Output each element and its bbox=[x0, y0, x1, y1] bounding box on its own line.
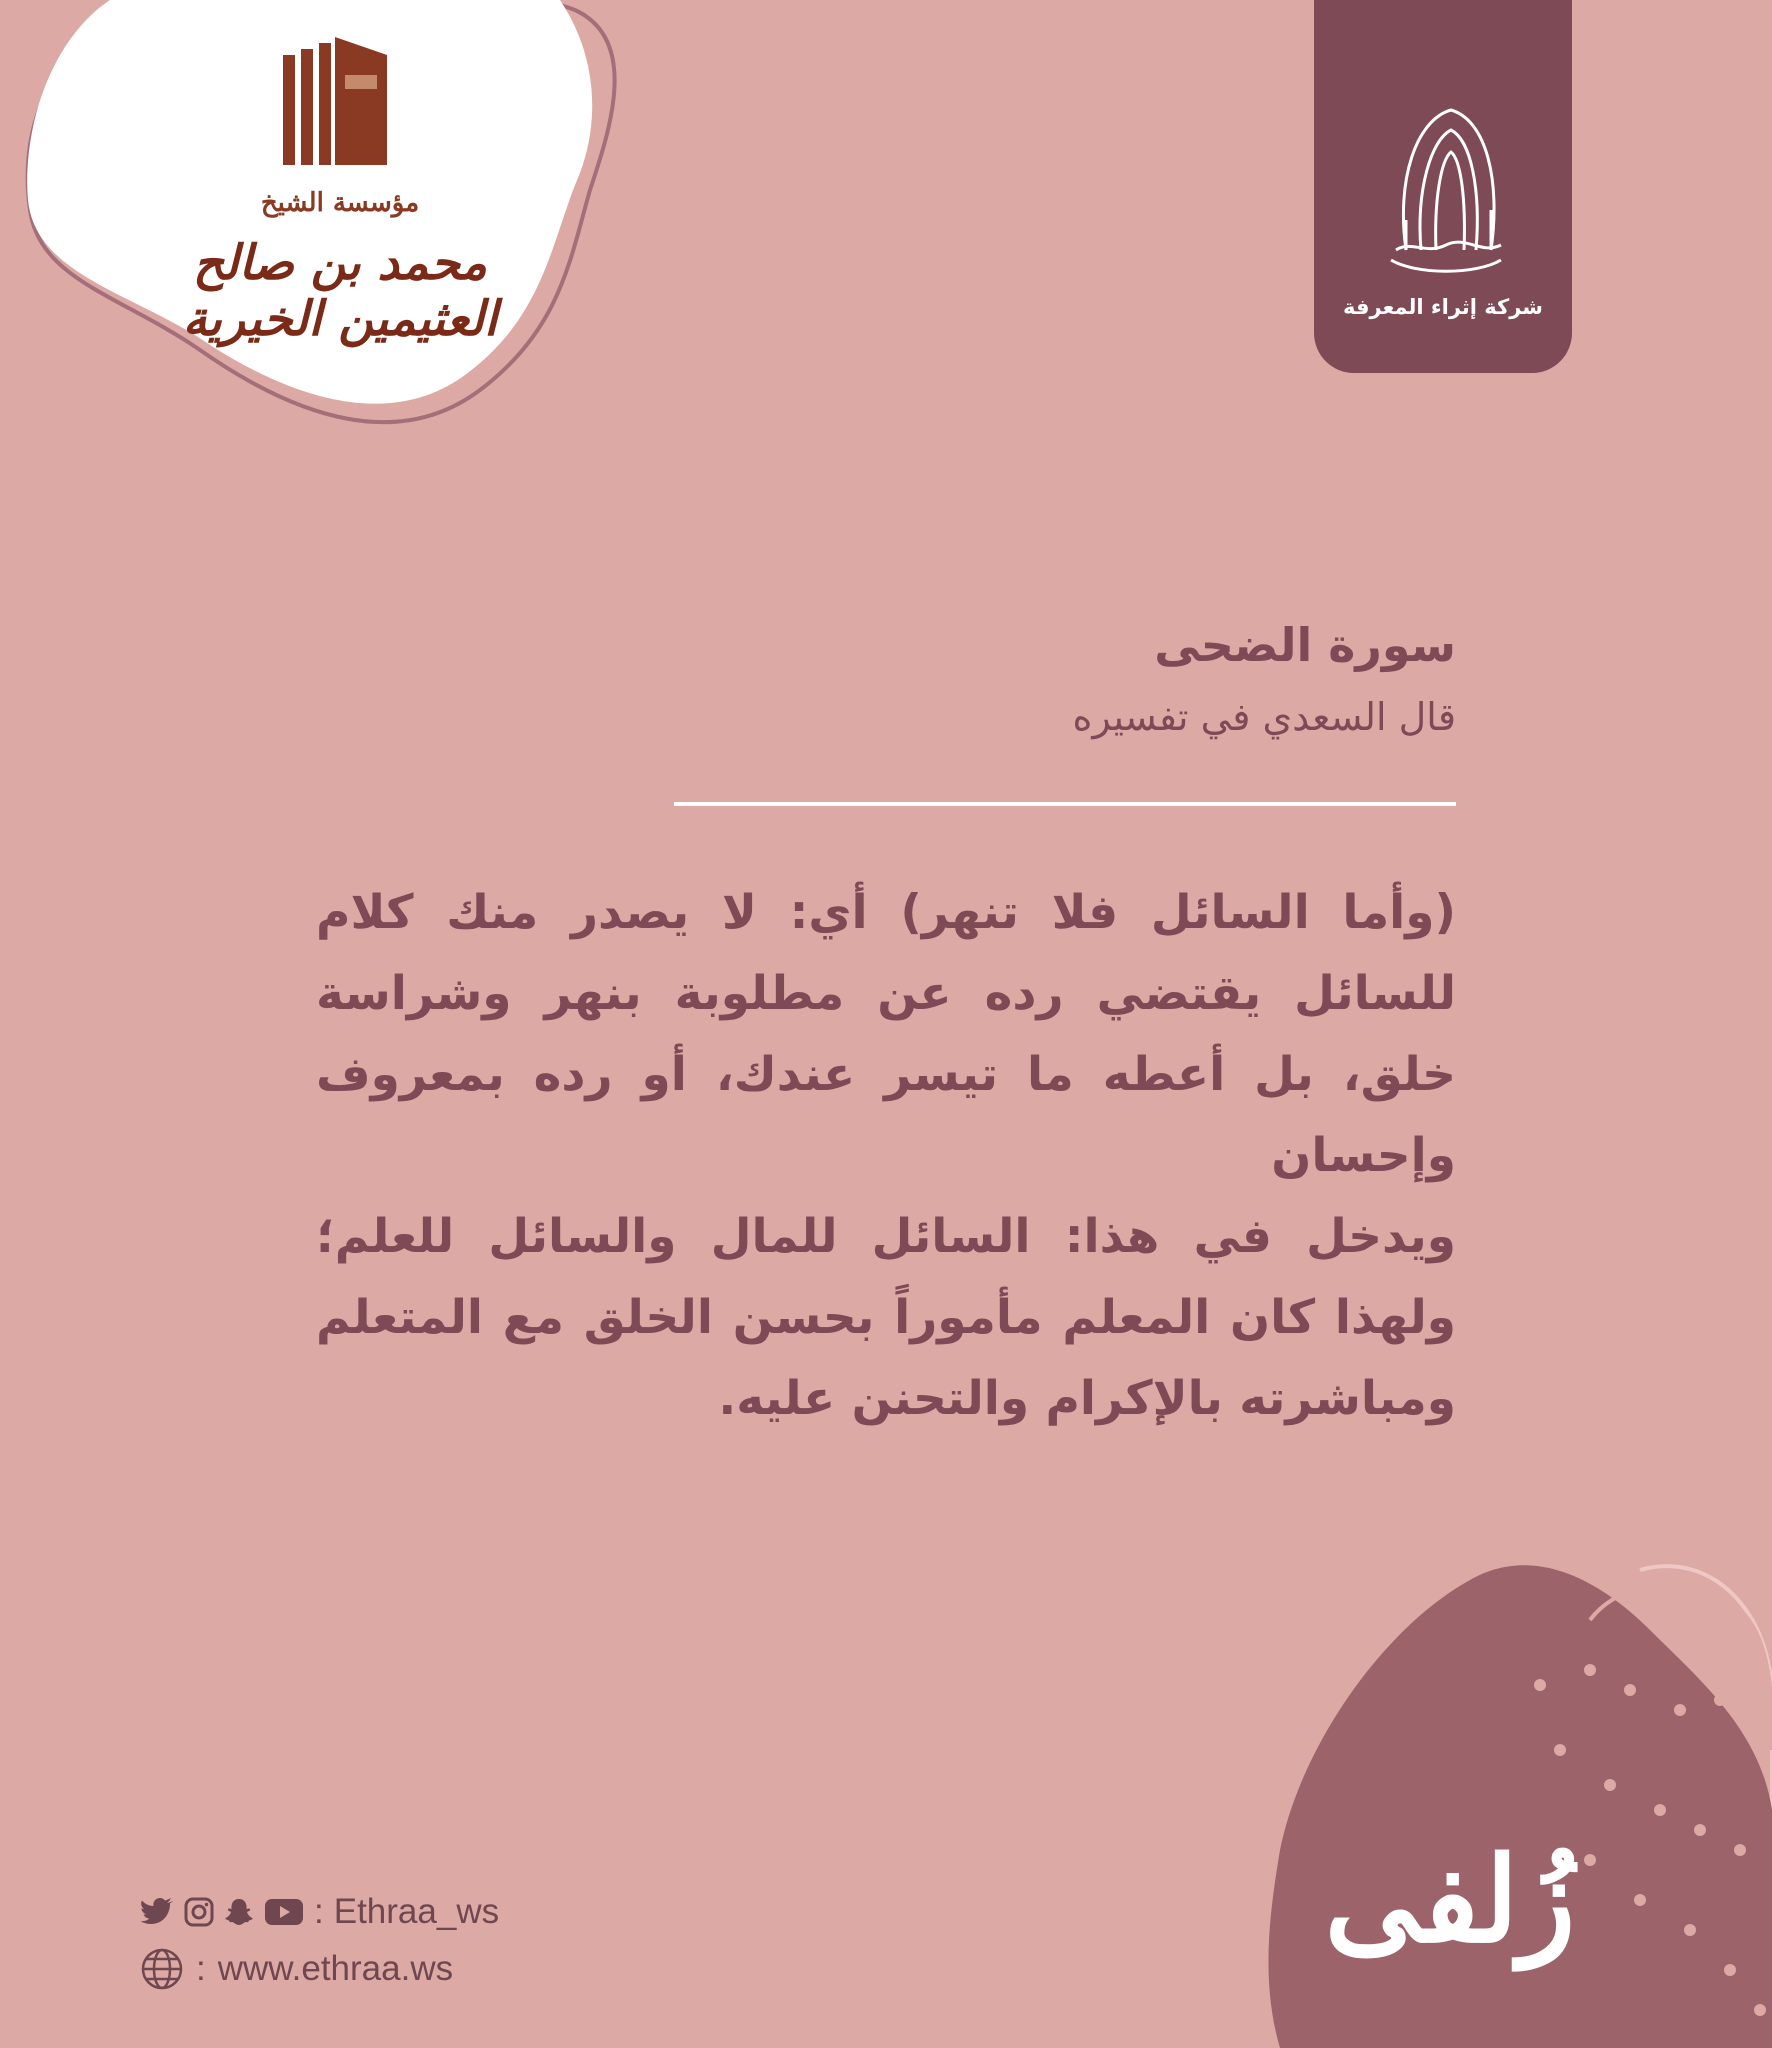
social-handle-text[interactable]: Ethraa_ws bbox=[333, 1892, 500, 1931]
website-separator: : bbox=[196, 1949, 206, 1988]
ext-logo-line2: محمد بن صالح العثيمين الخيرية bbox=[182, 235, 498, 347]
surah-title: سورة الضحى bbox=[1154, 618, 1456, 672]
book-building-icon bbox=[275, 35, 405, 175]
twitter-icon[interactable] bbox=[140, 1897, 174, 1927]
ext-logo-line1: مؤسسة الشيخ bbox=[260, 188, 420, 218]
ethraa-company-name: شركة إثراء المعرفة bbox=[1343, 295, 1543, 319]
tafsir-paragraph-1: (وأما السائل فلا تنهر) أي: لا يصدر منك كلام للسائل يقتضي رده عن مطلوبة بنهر وشراسة خلق، بل أعطه ما تيسر عندك، أو رده بمعروف وإحسان bbox=[316, 885, 1456, 1183]
website-link[interactable]: www.ethraa.ws bbox=[217, 1949, 454, 1988]
series-blob-background bbox=[1260, 1550, 1772, 2048]
website-row bbox=[140, 1945, 453, 1993]
ethraa-calligraphy-mark bbox=[1376, 100, 1516, 285]
snapchat-icon[interactable] bbox=[224, 1897, 254, 1927]
tafsir-body bbox=[316, 872, 1456, 1439]
divider-line bbox=[674, 802, 1456, 806]
ethraa-logo-badge bbox=[1314, 0, 1572, 373]
handle-separator: : bbox=[314, 1892, 324, 1931]
tafsir-source: قال السعدي في تفسيره bbox=[1072, 695, 1456, 739]
youtube-icon[interactable] bbox=[264, 1897, 304, 1927]
instagram-icon[interactable] bbox=[184, 1897, 214, 1927]
social-handle-row bbox=[140, 1892, 499, 1932]
tafsir-paragraph-2: ويدخل في هذا: السائل للمال والسائل للعلم؛ ولهذا كان المعلم مأموراً بحسن الخلق مع المتعلم ومباشرته بالإكرام والتحنن عليه. bbox=[316, 1209, 1456, 1426]
ext-foundation-logo bbox=[130, 30, 550, 360]
globe-icon bbox=[140, 1947, 184, 1991]
series-title: زُلفى bbox=[1324, 1830, 1576, 1969]
